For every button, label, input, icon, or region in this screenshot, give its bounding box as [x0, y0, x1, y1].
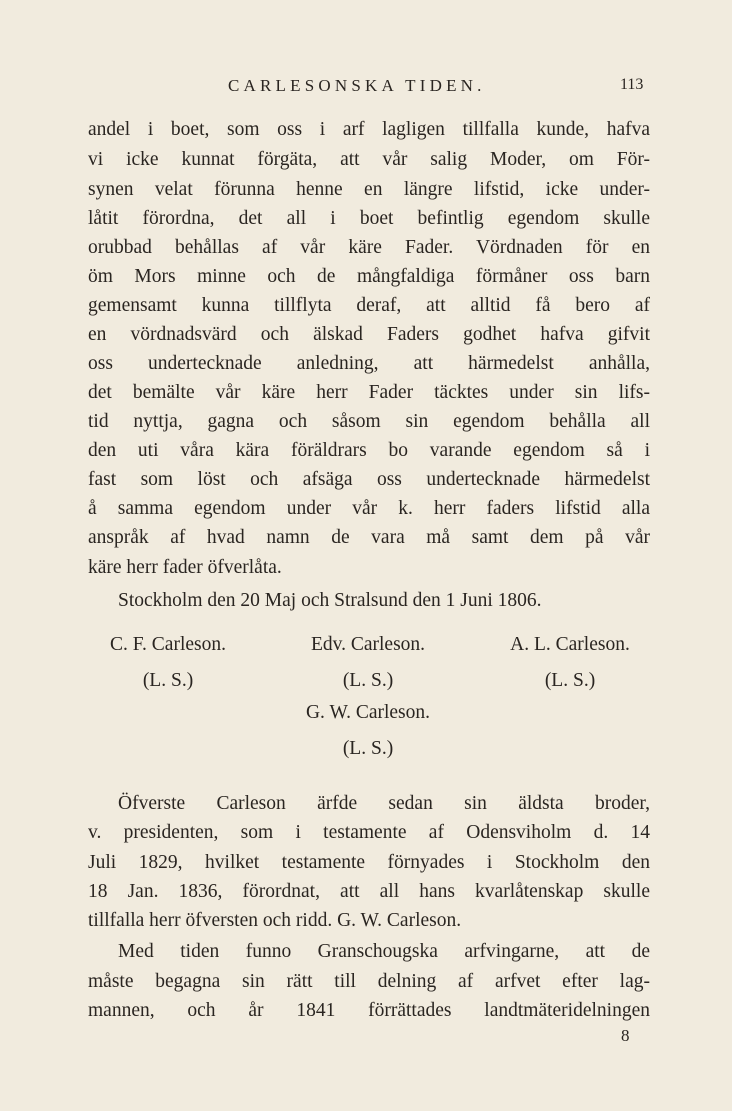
- body-line: orubbad behållas af vår käre Fader. Vördnaden för en: [88, 237, 650, 258]
- body-line: det bemälte vår käre herr Fader täcktes under sin lifs-: [88, 382, 650, 403]
- signature-block: [268, 630, 468, 702]
- body-line: tillfalla herr öfversten och ridd. G. W. Carleson.: [88, 910, 462, 931]
- body-line: Öfverste Carleson ärfde sedan sin äldsta broder,: [118, 793, 650, 814]
- body-line: låtit förordna, det all i boet befintlig egendom skulle: [88, 208, 650, 229]
- signature-block: [68, 630, 268, 702]
- body-line: fast som löst och afsäga oss undertecknade härmedelst: [88, 469, 650, 490]
- seal-mark: (L. S.): [342, 670, 394, 691]
- body-line: 18 Jan. 1836, förordnat, att all hans kvarlåtenskap skulle: [88, 881, 650, 902]
- dateline: Stockholm den 20 Maj och Stralsund den 1 Juni 1806.: [118, 590, 542, 611]
- body-line: Juli 1829, hvilket testamente förnyades i Stockholm den: [88, 852, 650, 873]
- signatory-name: A. L. Carleson.: [510, 634, 630, 655]
- signature-block: [470, 630, 670, 702]
- body-line: synen velat förunna henne en längre lifstid, icke under-: [88, 179, 650, 200]
- body-line: v. presidenten, som i testamente af Odensviholm d. 14: [88, 822, 650, 843]
- seal-mark: (L. S.): [142, 670, 194, 691]
- body-line: öm Mors minne och de mångfaldiga förmåner oss barn: [88, 266, 650, 287]
- signature-block: [268, 698, 468, 770]
- page-header: [0, 76, 732, 100]
- body-line: en vördnadsvärd och älskad Faders godhet hafva gifvit: [88, 324, 650, 345]
- signatory-name: C. F. Carleson.: [110, 634, 226, 655]
- running-title: CARLESONSKA TIDEN.: [228, 76, 486, 95]
- body-line: oss undertecknade anledning, att härmedelst anhålla,: [88, 353, 650, 374]
- body-line: Med tiden funno Granschougska arfvingarne, att de: [118, 941, 650, 962]
- body-line: mannen, och år 1841 förrättades landtmäteridelningen: [88, 1000, 650, 1021]
- page-number: 113: [620, 76, 644, 93]
- body-line: käre herr fader öfverlåta.: [88, 557, 282, 578]
- body-line: måste begagna sin rätt till delning af arfvet efter lag-: [88, 971, 650, 992]
- body-line: andel i boet, som oss i arf lagligen tillfalla kunde, hafva: [88, 119, 650, 140]
- signatory-name: Edv. Carleson.: [310, 634, 426, 655]
- seal-mark: (L. S.): [342, 738, 394, 759]
- body-line: tid nyttja, gagna och såsom sin egendom behålla all: [88, 411, 650, 432]
- seal-mark: (L. S.): [544, 670, 596, 691]
- body-line: anspråk af hvad namn de vara må samt dem på vår: [88, 527, 650, 548]
- body-line: å samma egendom under vår k. herr faders lifstid alla: [88, 498, 650, 519]
- body-line: den uti våra kära föräldrars bo varande egendom så i: [88, 440, 650, 461]
- signatory-name: G. W. Carleson.: [305, 702, 431, 723]
- signature-mark: 8: [621, 1026, 630, 1045]
- body-line: gemensamt kunna tillflyta deraf, att alltid få bero af: [88, 295, 650, 316]
- body-line: vi icke kunnat förgäta, att vår salig Moder, om För-: [88, 149, 650, 170]
